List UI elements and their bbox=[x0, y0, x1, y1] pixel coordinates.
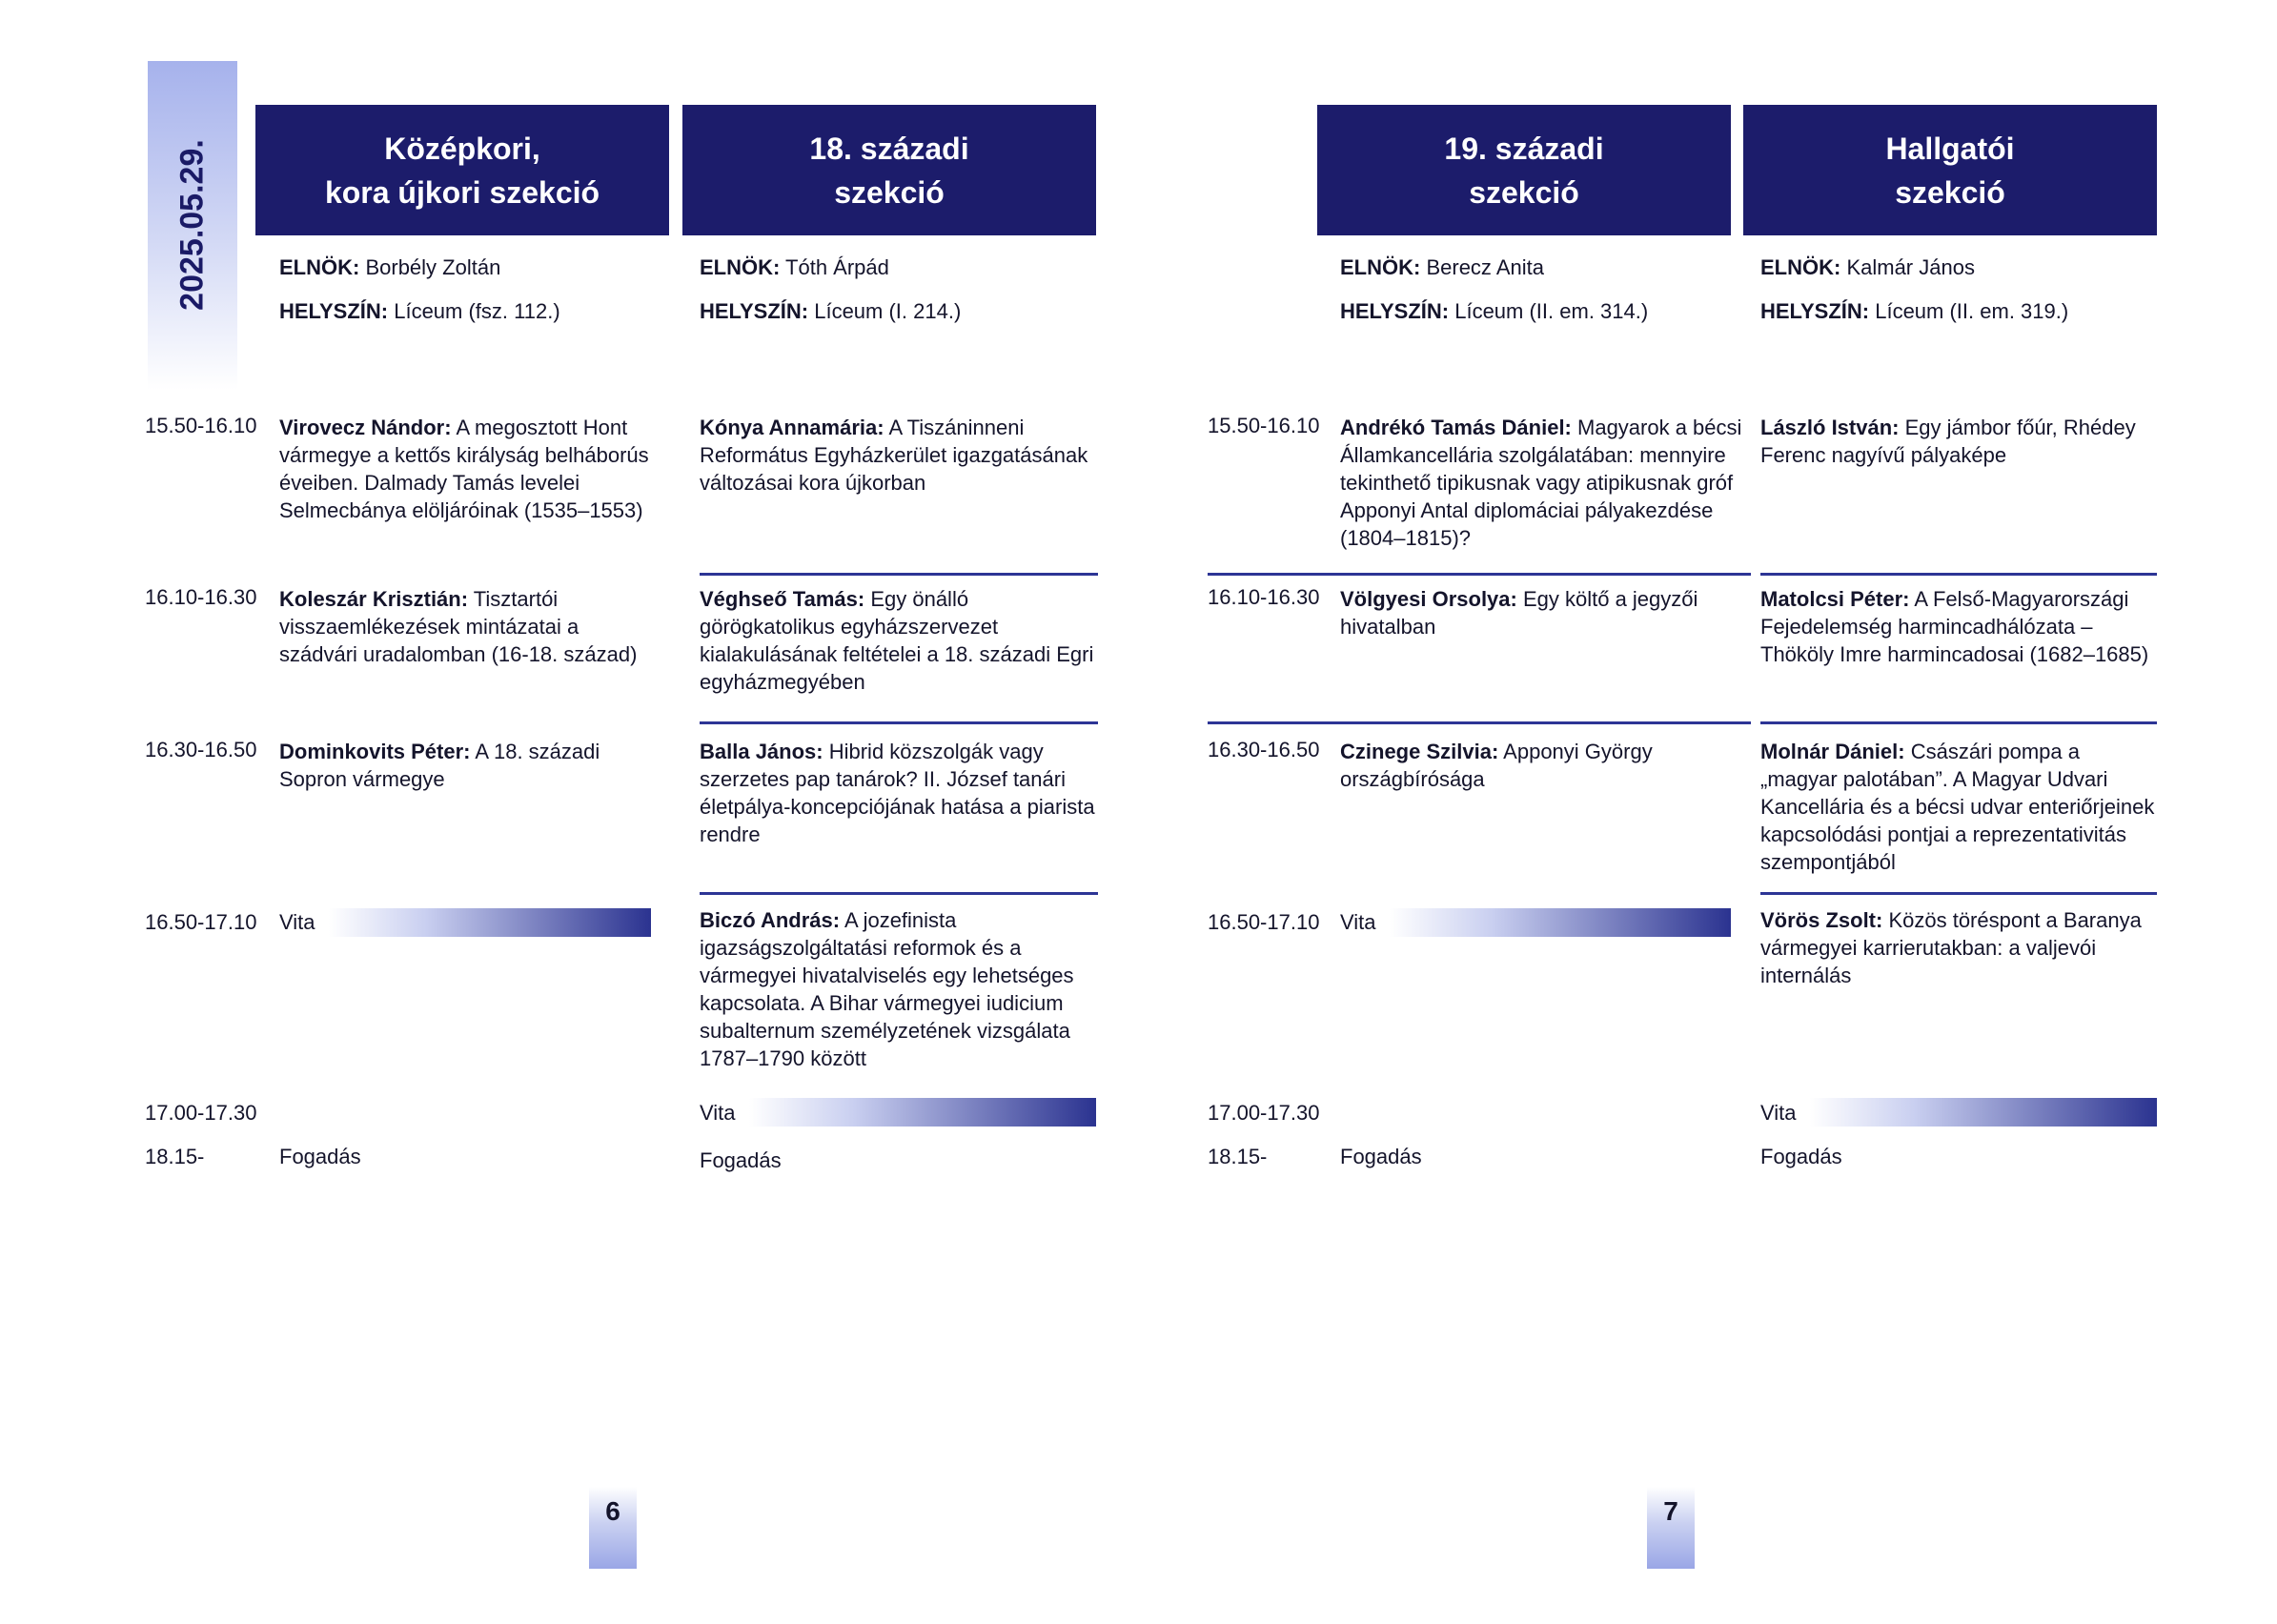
talk-18th-1 bbox=[700, 414, 1098, 497]
venue-label: HELYSZÍN: bbox=[1340, 299, 1450, 323]
chair-label: ELNÖK: bbox=[1340, 255, 1421, 279]
talk-title: Hibrid közszolgák vagy szerzetes pap tanárok? II. József tanári életpálya-koncepciójának hatása a piarista rendre bbox=[700, 740, 1095, 846]
talk-title: Tisztartói visszaemlékezések mintázatai a szádvári uradalomban (16-18. század) bbox=[279, 587, 638, 666]
reception-label-medieval: Fogadás bbox=[279, 1145, 361, 1168]
speaker: Vörös Zsolt: bbox=[1760, 908, 1883, 932]
time-slot-4: 16.50-17.10 bbox=[1208, 910, 1320, 934]
talk-title: A jozefinista igazságszolgáltatási reformok és a vármegyei hivatalviselés egy lehetséges kapcsolata. A Bihar vármegyei iudicium subalternum személyzetének vizsgálata 1787–1790 között bbox=[700, 908, 1074, 1070]
speaker: Völgyesi Orsolya: bbox=[1340, 587, 1517, 611]
chair-name: Kalmár János bbox=[1846, 255, 1975, 279]
venue-label: HELYSZÍN: bbox=[1760, 299, 1870, 323]
section-title-line1: Középkori, bbox=[384, 131, 540, 166]
row-divider bbox=[1760, 573, 2157, 576]
talk-title: A 18. századi Sopron vármegye bbox=[279, 740, 600, 791]
vita-bar-medieval bbox=[329, 908, 651, 937]
venue-line bbox=[700, 290, 961, 334]
talk-title: Császári pompa a „magyar palotában”. A Magyar Udvari Kancellária és a bécsi udvar enteriőrjeinek kapcsolódási pontjai a reprezentativitás szempontjából bbox=[1760, 740, 2155, 874]
talk-medieval-2 bbox=[279, 585, 653, 668]
section-title-line2: kora újkori szekció bbox=[324, 174, 600, 210]
time-slot-3: 16.30-16.50 bbox=[145, 738, 257, 761]
speaker: Véghseő Tamás: bbox=[700, 587, 865, 611]
section-title-line2: szekció bbox=[1895, 174, 2005, 210]
section-title-line2: szekció bbox=[1469, 174, 1579, 210]
talk-title: Közös töréspont a Baranya vármegyei karrierutakban: a valjevói internálás bbox=[1760, 908, 2142, 987]
row-divider bbox=[700, 721, 1098, 724]
talk-19th-2 bbox=[1340, 585, 1752, 640]
section-header-students bbox=[1743, 105, 2157, 235]
talk-19th-3 bbox=[1340, 738, 1752, 793]
chair-label: ELNÖK: bbox=[279, 255, 360, 279]
time-slot-1: 15.50-16.10 bbox=[145, 414, 257, 437]
chair-label: ELNÖK: bbox=[1760, 255, 1841, 279]
talk-students-4 bbox=[1760, 906, 2161, 989]
speaker: Dominkovits Péter: bbox=[279, 740, 471, 763]
talk-18th-2 bbox=[700, 585, 1098, 696]
row-divider bbox=[1760, 892, 2157, 895]
time-slot-4: 16.50-17.10 bbox=[145, 910, 257, 934]
reception-label-19th: Fogadás bbox=[1340, 1145, 1422, 1168]
venue-line bbox=[279, 290, 560, 334]
vita-bar-18th bbox=[749, 1098, 1096, 1127]
speaker: Biczó András: bbox=[700, 908, 841, 932]
speaker: Molnár Dániel: bbox=[1760, 740, 1905, 763]
section-meta-19th-century bbox=[1340, 246, 1648, 334]
date-tab bbox=[148, 61, 237, 390]
talk-title: Egy költő a jegyzői hivatalban bbox=[1340, 587, 1698, 639]
venue-line bbox=[1340, 290, 1648, 334]
talk-18th-3 bbox=[700, 738, 1098, 848]
reception-label-18th: Fogadás bbox=[700, 1148, 782, 1172]
page-right bbox=[1139, 0, 2277, 1624]
page-number-tab-left bbox=[589, 1487, 637, 1569]
section-meta-students bbox=[1760, 246, 2068, 334]
talk-students-1 bbox=[1760, 414, 2161, 469]
vita-bar-students bbox=[1810, 1098, 2157, 1127]
time-slot-6: 18.15- bbox=[1208, 1145, 1268, 1168]
venue-name: Líceum (I. 214.) bbox=[814, 299, 962, 323]
time-slot-5: 17.00-17.30 bbox=[145, 1101, 257, 1125]
vita-label-students: Vita bbox=[1760, 1101, 1797, 1125]
page-number-right: 7 bbox=[1663, 1496, 1678, 1526]
row-divider bbox=[1208, 721, 1751, 724]
talk-title: Egy önálló görögkatolikus egyházszervezet kialakulásának feltételei a 18. századi Egri egyházmegyében bbox=[700, 587, 1094, 694]
talk-title: A megosztott Hont vármegye a kettős királyság belháborús éveiben. Dalmady Tamás levelei Selmecbánya elöljáróinak (1535–1553) bbox=[279, 416, 649, 522]
chair-label: ELNÖK: bbox=[700, 255, 781, 279]
section-header-medieval bbox=[255, 105, 669, 235]
vita-label-18th: Vita bbox=[700, 1101, 736, 1125]
speaker: Virovecz Nándor: bbox=[279, 416, 452, 439]
talk-19th-1 bbox=[1340, 414, 1752, 552]
talk-medieval-3 bbox=[279, 738, 653, 793]
talk-students-2 bbox=[1760, 585, 2161, 668]
vita-label-medieval: Vita bbox=[279, 910, 315, 934]
talk-medieval-1 bbox=[279, 414, 653, 524]
chair-name: Berecz Anita bbox=[1426, 255, 1544, 279]
talk-title: Apponyi György országbírósága bbox=[1340, 740, 1653, 791]
chair-line bbox=[279, 246, 560, 290]
speaker: Czinege Szilvia: bbox=[1340, 740, 1499, 763]
time-slot-3: 16.30-16.50 bbox=[1208, 738, 1320, 761]
date-label: 2025.05.29. bbox=[173, 139, 211, 311]
time-slot-6: 18.15- bbox=[145, 1145, 205, 1168]
page-left bbox=[0, 0, 1138, 1624]
vita-bar-19th bbox=[1390, 908, 1731, 937]
chair-line bbox=[1760, 246, 2068, 290]
speaker: Balla János: bbox=[700, 740, 823, 763]
section-title-line2: szekció bbox=[834, 174, 945, 210]
section-title-line1: 19. századi bbox=[1444, 131, 1604, 166]
venue-name: Líceum (II. em. 314.) bbox=[1454, 299, 1649, 323]
chair-name: Tóth Árpád bbox=[785, 255, 889, 279]
section-meta-medieval bbox=[279, 246, 560, 334]
talk-title: Magyarok a bécsi Államkancellária szolgálatában: mennyire tekinthető tipikusnak vagy atipikusnak gróf Apponyi Antal diplomáciai pályakezdése (1804–1815)? bbox=[1340, 416, 1742, 550]
venue-label: HELYSZÍN: bbox=[279, 299, 389, 323]
talk-title: A Felső-Magyarországi Fejedelemség harmincadhálózata – Thököly Imre harmincadosai (1682–1685) bbox=[1760, 587, 2149, 666]
reception-label-students: Fogadás bbox=[1760, 1145, 1842, 1168]
time-slot-1: 15.50-16.10 bbox=[1208, 414, 1320, 437]
row-divider bbox=[1208, 573, 1751, 576]
time-slot-2: 16.10-16.30 bbox=[1208, 585, 1320, 609]
venue-line bbox=[1760, 290, 2068, 334]
section-meta-18th-century bbox=[700, 246, 961, 334]
venue-label: HELYSZÍN: bbox=[700, 299, 809, 323]
speaker: Kónya Annamária: bbox=[700, 416, 884, 439]
row-divider bbox=[700, 892, 1098, 895]
section-title-line1: 18. századi bbox=[809, 131, 969, 166]
speaker: Andrékó Tamás Dániel: bbox=[1340, 416, 1572, 439]
venue-name: Líceum (II. em. 319.) bbox=[1875, 299, 2069, 323]
row-divider bbox=[1760, 721, 2157, 724]
page-number-left: 6 bbox=[605, 1496, 620, 1526]
talk-18th-4 bbox=[700, 906, 1098, 1072]
time-slot-2: 16.10-16.30 bbox=[145, 585, 257, 609]
talk-title: A Tiszáninneni Református Egyházkerület igazgatásának változásai kora újkorban bbox=[700, 416, 1088, 495]
page-number-tab-right bbox=[1647, 1487, 1695, 1569]
time-slot-5: 17.00-17.30 bbox=[1208, 1101, 1320, 1125]
chair-name: Borbély Zoltán bbox=[365, 255, 501, 279]
section-header-18th-century bbox=[682, 105, 1096, 235]
speaker: Koleszár Krisztián: bbox=[279, 587, 469, 611]
row-divider bbox=[700, 573, 1098, 576]
talk-students-3 bbox=[1760, 738, 2161, 876]
speaker: László István: bbox=[1760, 416, 1900, 439]
section-header-19th-century bbox=[1317, 105, 1731, 235]
section-title-line1: Hallgatói bbox=[1885, 131, 2015, 166]
venue-name: Líceum (fsz. 112.) bbox=[394, 299, 560, 323]
talk-title: Egy jámbor főúr, Rhédey Ferenc nagyívű pályaképe bbox=[1760, 416, 2136, 467]
speaker: Matolcsi Péter: bbox=[1760, 587, 1910, 611]
vita-label-19th: Vita bbox=[1340, 910, 1376, 934]
chair-line bbox=[1340, 246, 1648, 290]
chair-line bbox=[700, 246, 961, 290]
